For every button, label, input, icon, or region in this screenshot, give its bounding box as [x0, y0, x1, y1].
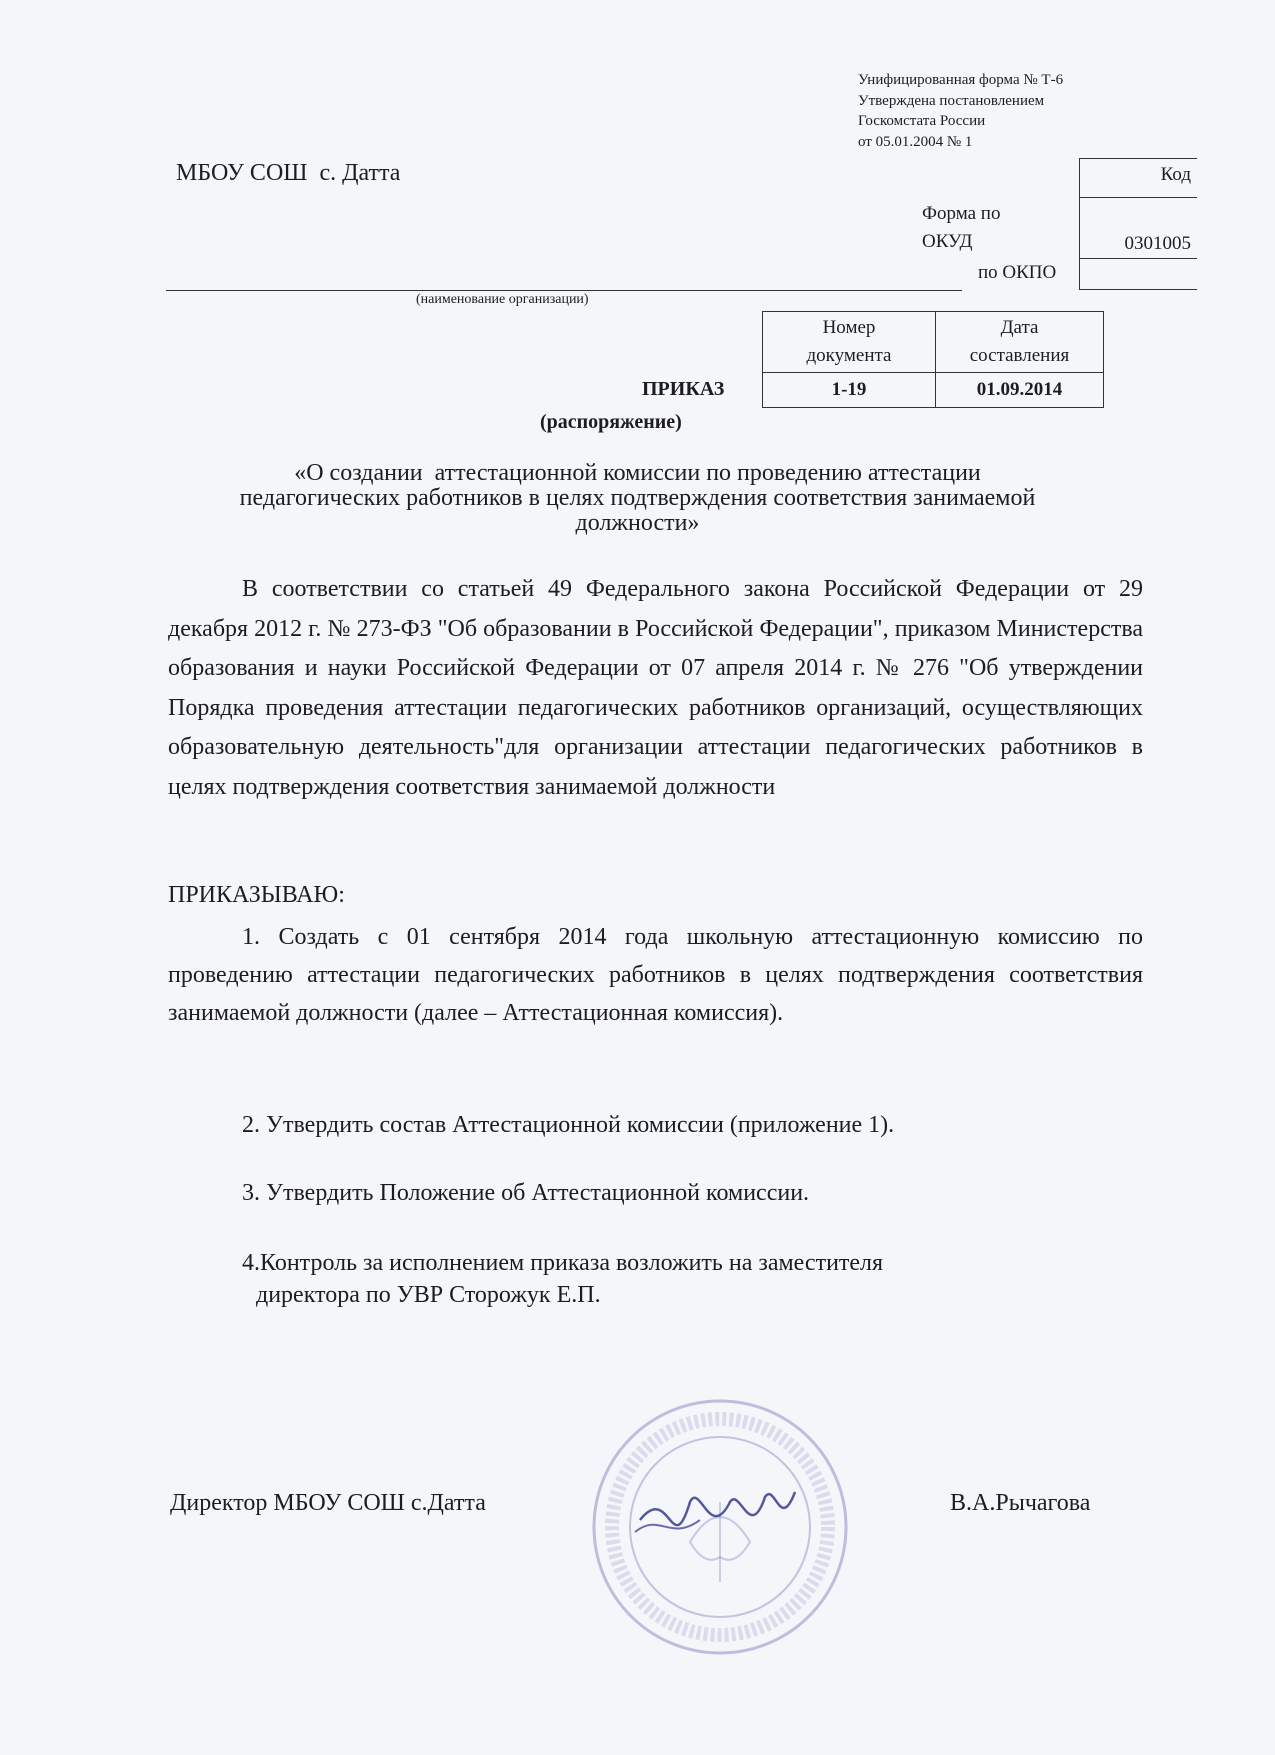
document-type: ПРИКАЗ — [642, 378, 725, 400]
document-date: 01.09.2014 — [936, 373, 1104, 408]
seal-graphic — [580, 1392, 860, 1662]
code-table — [1079, 158, 1197, 290]
form-note-line: Унифицированная форма № Т-6 — [858, 72, 1064, 88]
okpo-code — [1079, 259, 1197, 290]
item-4-line: директора по УВР Сторожук Е.П. — [256, 1282, 601, 1308]
signer-name: В.А.Рычагова — [950, 1490, 1091, 1516]
okud-label — [922, 200, 1000, 256]
signer-position: Директор МБОУ СОШ с.Датта — [170, 1490, 486, 1516]
form-approval-note — [858, 70, 1063, 152]
order-item-4 — [242, 1247, 883, 1311]
order-item-3: 3. Утвердить Положение об Аттестационной комиссии. — [242, 1180, 810, 1206]
okud-label-line: Форма по — [922, 203, 1001, 224]
official-seal — [580, 1392, 860, 1667]
code-header: Код — [1079, 158, 1197, 198]
okpo-label: по ОКПО — [978, 262, 1057, 283]
number-header-line: документа — [806, 345, 892, 366]
number-header-line: Номер — [822, 317, 876, 338]
number-header — [763, 312, 936, 373]
order-subject — [150, 461, 1125, 536]
organization-underline — [166, 290, 962, 291]
date-header-line: составления — [969, 345, 1070, 366]
preamble-paragraph: В соответствии со статьей 49 Федерального закона Российской Федерации от 29 декабря 2012 г. № 273-ФЗ "Об образовании в Российской Федерации", приказом Министерства образования и науки Российской Федерации от 07 апреля 2014 г. № 276 "Об утверждении Порядка проведения аттестации педагогических работников организаций, осуществляющих образовательную деятельность"для организации аттестации педагогических работников в целях подтверждения соответствия занимаемой должности — [168, 576, 1143, 800]
order-item-2: 2. Утвердить состав Аттестационной комиссии (приложение 1). — [242, 1112, 895, 1138]
subject-line: должности» — [575, 510, 700, 536]
okud-label-line: ОКУД — [922, 231, 973, 252]
order-word: ПРИКАЗЫВАЮ: — [168, 882, 345, 908]
subject-line: «О создании аттестационной комиссии по проведению аттестации — [294, 460, 981, 486]
date-header-line: Дата — [1000, 317, 1039, 338]
date-header — [936, 312, 1104, 373]
item-4-line: 4.Контроль за исполнением приказа возложить на заместителя — [242, 1250, 884, 1276]
okud-code: 0301005 — [1079, 198, 1197, 259]
document-type-sub: (распоряжение) — [540, 411, 682, 433]
document-number: 1-19 — [763, 373, 936, 408]
form-note-line: Утверждена постановлением — [858, 92, 1045, 109]
form-note-line: от 05.01.2004 № 1 — [858, 133, 973, 150]
organization-name: МБОУ СОШ с. Датта — [176, 160, 401, 186]
document-number-table — [762, 311, 1104, 408]
form-note-line: Госкомстата России — [858, 113, 986, 129]
organization-caption: (наименование организации) — [416, 292, 589, 307]
subject-line: педагогических работников в целях подтверждения соответствия занимаемой — [239, 485, 1036, 511]
order-item-1: 1. Создать с 01 сентября 2014 года школьную аттестационную комиссию по проведению аттестации педагогических работников в целях подтверждения соответствия занимаемой должности (далее – Аттестационная комиссия). — [168, 924, 1143, 1026]
